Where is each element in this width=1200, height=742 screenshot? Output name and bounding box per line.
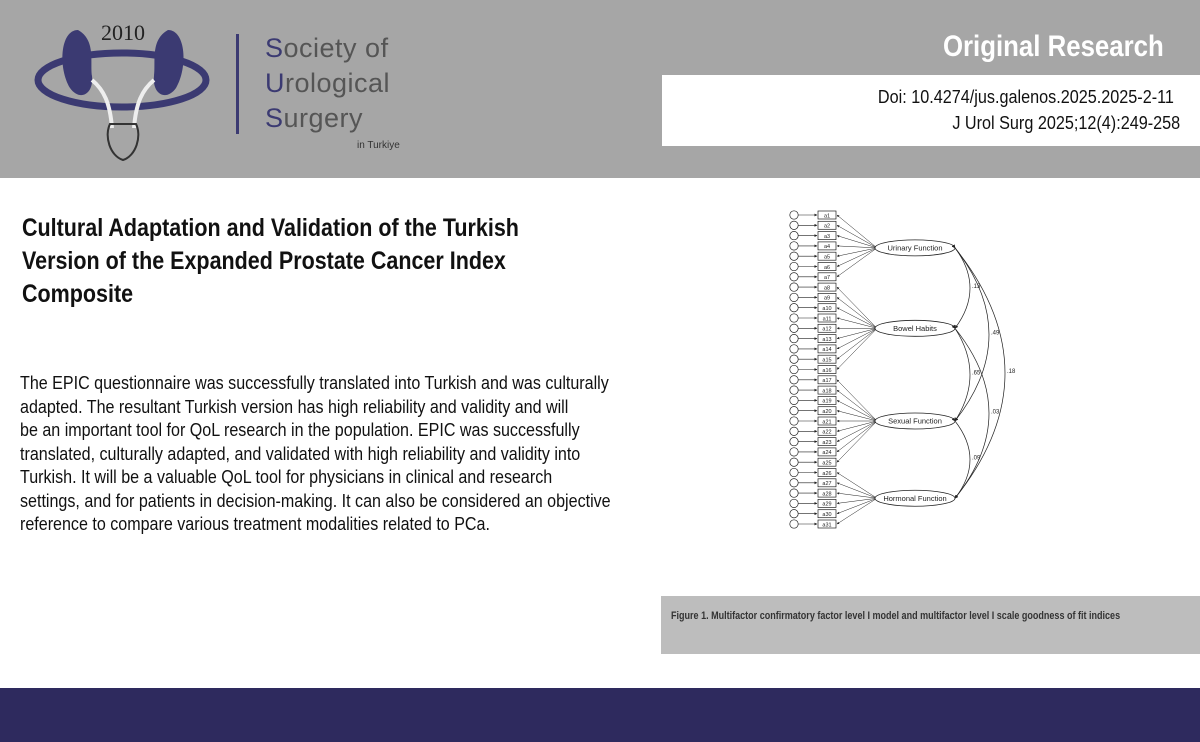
society-subtitle: in Turkiye bbox=[357, 140, 400, 151]
figure-caption: Figure 1. Multifactor confirmatory factor level I model and multifactor level I scale goodness of fit indices bbox=[671, 610, 1121, 622]
error-term bbox=[790, 324, 798, 332]
error-term bbox=[790, 417, 798, 425]
error-term bbox=[790, 396, 798, 404]
cfa-path-diagram bbox=[785, 205, 1115, 565]
indicator-label: a5 bbox=[823, 254, 831, 261]
error-term bbox=[790, 252, 798, 260]
factor-label: Bowel Habits bbox=[893, 323, 937, 333]
loading-path bbox=[837, 328, 877, 359]
correlation-value: .18 bbox=[1007, 369, 1016, 376]
loading-path bbox=[837, 328, 877, 369]
error-term bbox=[790, 376, 798, 384]
indicator-label: a10 bbox=[822, 306, 832, 312]
correlation-arc bbox=[955, 328, 970, 421]
citation-text: J Urol Surg 2025;12(4):249-258 bbox=[952, 113, 1180, 133]
indicator-label: a18 bbox=[822, 388, 832, 395]
abstract-line: reference to compare various treatment modalities related to PCa. bbox=[20, 514, 490, 534]
loading-path bbox=[837, 328, 877, 338]
indicator-label: a6 bbox=[823, 264, 831, 271]
indicator-label: a4 bbox=[823, 244, 831, 251]
error-term bbox=[790, 355, 798, 363]
indicator-label: a9 bbox=[823, 295, 831, 302]
error-term bbox=[790, 479, 798, 487]
loading-path bbox=[837, 328, 877, 349]
factor-correlation bbox=[955, 421, 981, 498]
loading-path bbox=[837, 400, 877, 421]
indicator-label: a1 bbox=[823, 213, 831, 220]
loading-path bbox=[837, 390, 877, 421]
indicator-label: a16 bbox=[822, 367, 832, 374]
error-term bbox=[790, 262, 798, 270]
factor-correlation bbox=[955, 248, 1000, 421]
abstract-line: translated, culturally adapted, and validated with high reliability and validity into bbox=[20, 443, 581, 464]
error-term bbox=[790, 345, 798, 353]
figure-caption-box bbox=[661, 596, 1200, 654]
loading-path bbox=[837, 308, 877, 329]
indicator-label: a17 bbox=[822, 378, 832, 385]
loading-path bbox=[837, 421, 877, 431]
factor-correlation bbox=[955, 248, 981, 328]
indicator-a12 bbox=[790, 324, 877, 333]
abstract-line: settings, and for patients in decision-making. It can also be considered an objective bbox=[20, 490, 611, 511]
latent-factor bbox=[875, 240, 955, 256]
loading-path bbox=[837, 287, 877, 328]
society-name-line-2: Urological bbox=[265, 68, 391, 98]
error-term bbox=[790, 273, 798, 281]
latent-factor bbox=[875, 490, 955, 506]
error-term bbox=[790, 407, 798, 415]
indicator-label: a30 bbox=[822, 512, 832, 518]
indicator-label: a20 bbox=[822, 409, 832, 415]
loading-path bbox=[837, 215, 877, 248]
indicator-a29 bbox=[790, 498, 877, 507]
latent-factor bbox=[875, 320, 955, 336]
error-term bbox=[790, 448, 798, 456]
page-footer-band bbox=[0, 688, 1200, 742]
loading-path bbox=[837, 421, 877, 462]
indicator-label: a24 bbox=[822, 450, 832, 457]
factor-correlation bbox=[955, 328, 1000, 498]
correlation-arc bbox=[955, 328, 989, 498]
loading-path bbox=[837, 421, 877, 452]
indicator-label: a13 bbox=[822, 336, 832, 343]
indicator-label: a8 bbox=[823, 285, 831, 292]
title-line: Composite bbox=[22, 280, 134, 308]
error-term bbox=[790, 211, 798, 219]
logo-year: 2010 bbox=[101, 20, 145, 45]
title-line: Cultural Adaptation and Validation of the Turkish bbox=[22, 214, 519, 242]
error-term bbox=[790, 427, 798, 435]
error-term bbox=[790, 437, 798, 445]
factor-label: Hormonal Function bbox=[883, 493, 947, 503]
abstract-text bbox=[20, 372, 645, 537]
indicator-label: a15 bbox=[822, 357, 832, 364]
error-term bbox=[790, 365, 798, 373]
correlation-value: .03 bbox=[991, 409, 1000, 416]
left-kidney-shape bbox=[62, 30, 92, 95]
abstract-line: The EPIC questionnaire was successfully translated into Turkish and was culturally bbox=[20, 373, 609, 393]
correlation-value: .49 bbox=[991, 330, 1000, 337]
article-title bbox=[22, 212, 555, 311]
indicator-label: a31 bbox=[822, 522, 832, 529]
indicator-label: a22 bbox=[822, 429, 832, 436]
indicator-label: a2 bbox=[823, 223, 831, 230]
indicator-a28 bbox=[790, 489, 877, 498]
factor-correlation bbox=[955, 328, 981, 421]
indicator-label: a12 bbox=[822, 326, 832, 333]
article-type: Original Research bbox=[943, 30, 1164, 63]
error-term bbox=[790, 221, 798, 229]
logo-divider bbox=[236, 34, 239, 134]
loading-path bbox=[837, 411, 877, 421]
error-term bbox=[790, 499, 798, 507]
factor-label: Sexual Function bbox=[888, 416, 942, 426]
indicator-a21 bbox=[790, 417, 877, 426]
factor-label: Urinary Function bbox=[887, 243, 943, 253]
correlation-value: .13 bbox=[972, 284, 981, 291]
indicator-label: a27 bbox=[822, 481, 832, 488]
error-term bbox=[790, 489, 798, 497]
error-term bbox=[790, 314, 798, 322]
error-term bbox=[790, 334, 798, 342]
error-term bbox=[790, 304, 798, 312]
error-term bbox=[790, 283, 798, 291]
error-term bbox=[790, 468, 798, 476]
society-logo bbox=[30, 18, 230, 168]
abstract-line: be an important tool for QoL research in the population. EPIC was successfully bbox=[20, 420, 580, 440]
error-term bbox=[790, 386, 798, 394]
doi-text[interactable]: Doi: 10.4274/jus.galenos.2025.2025-2-11 bbox=[877, 87, 1174, 107]
error-term bbox=[790, 231, 798, 239]
journal-header bbox=[0, 0, 1200, 178]
doi-box bbox=[662, 75, 1200, 146]
title-line: Version of the Expanded Prostate Cancer Index bbox=[22, 247, 506, 275]
error-term bbox=[790, 510, 798, 518]
correlation-arc bbox=[955, 248, 970, 328]
loading-path bbox=[837, 421, 877, 442]
loading-path bbox=[837, 248, 877, 267]
indicator-label: a28 bbox=[822, 491, 832, 498]
latent-factor bbox=[875, 413, 955, 429]
right-kidney-shape bbox=[154, 30, 184, 95]
indicator-label: a26 bbox=[822, 470, 832, 477]
abstract-line: adapted. The resultant Turkish version has high reliability and validity and will bbox=[20, 396, 569, 417]
loading-path bbox=[837, 297, 877, 328]
indicator-label: a25 bbox=[822, 460, 832, 467]
indicator-label: a29 bbox=[822, 501, 832, 508]
error-term bbox=[790, 242, 798, 250]
error-term bbox=[790, 458, 798, 466]
society-name-line-1: Society of bbox=[265, 33, 389, 63]
indicator-label: a23 bbox=[822, 439, 832, 446]
indicator-label: a21 bbox=[822, 419, 832, 426]
abstract-line: Turkish. It will be a valuable QoL tool for physicians in clinical and research bbox=[20, 467, 553, 487]
indicator-label: a19 bbox=[822, 398, 832, 405]
correlation-value: .09 bbox=[972, 455, 981, 462]
error-term bbox=[790, 520, 798, 528]
indicator-label: a11 bbox=[822, 316, 832, 323]
loading-path bbox=[837, 380, 877, 421]
indicator-label: a14 bbox=[822, 347, 832, 354]
indicator-label: a3 bbox=[823, 233, 831, 240]
correlation-value: .65 bbox=[972, 370, 981, 377]
correlation-arc bbox=[955, 421, 970, 498]
loading-path bbox=[837, 225, 877, 248]
loading-path bbox=[837, 318, 877, 328]
indicator-a4 bbox=[790, 242, 877, 251]
factor-correlation bbox=[955, 248, 1016, 498]
indicator-label: a7 bbox=[823, 275, 831, 282]
society-name-line-3: Surgery bbox=[265, 103, 364, 133]
error-term bbox=[790, 293, 798, 301]
